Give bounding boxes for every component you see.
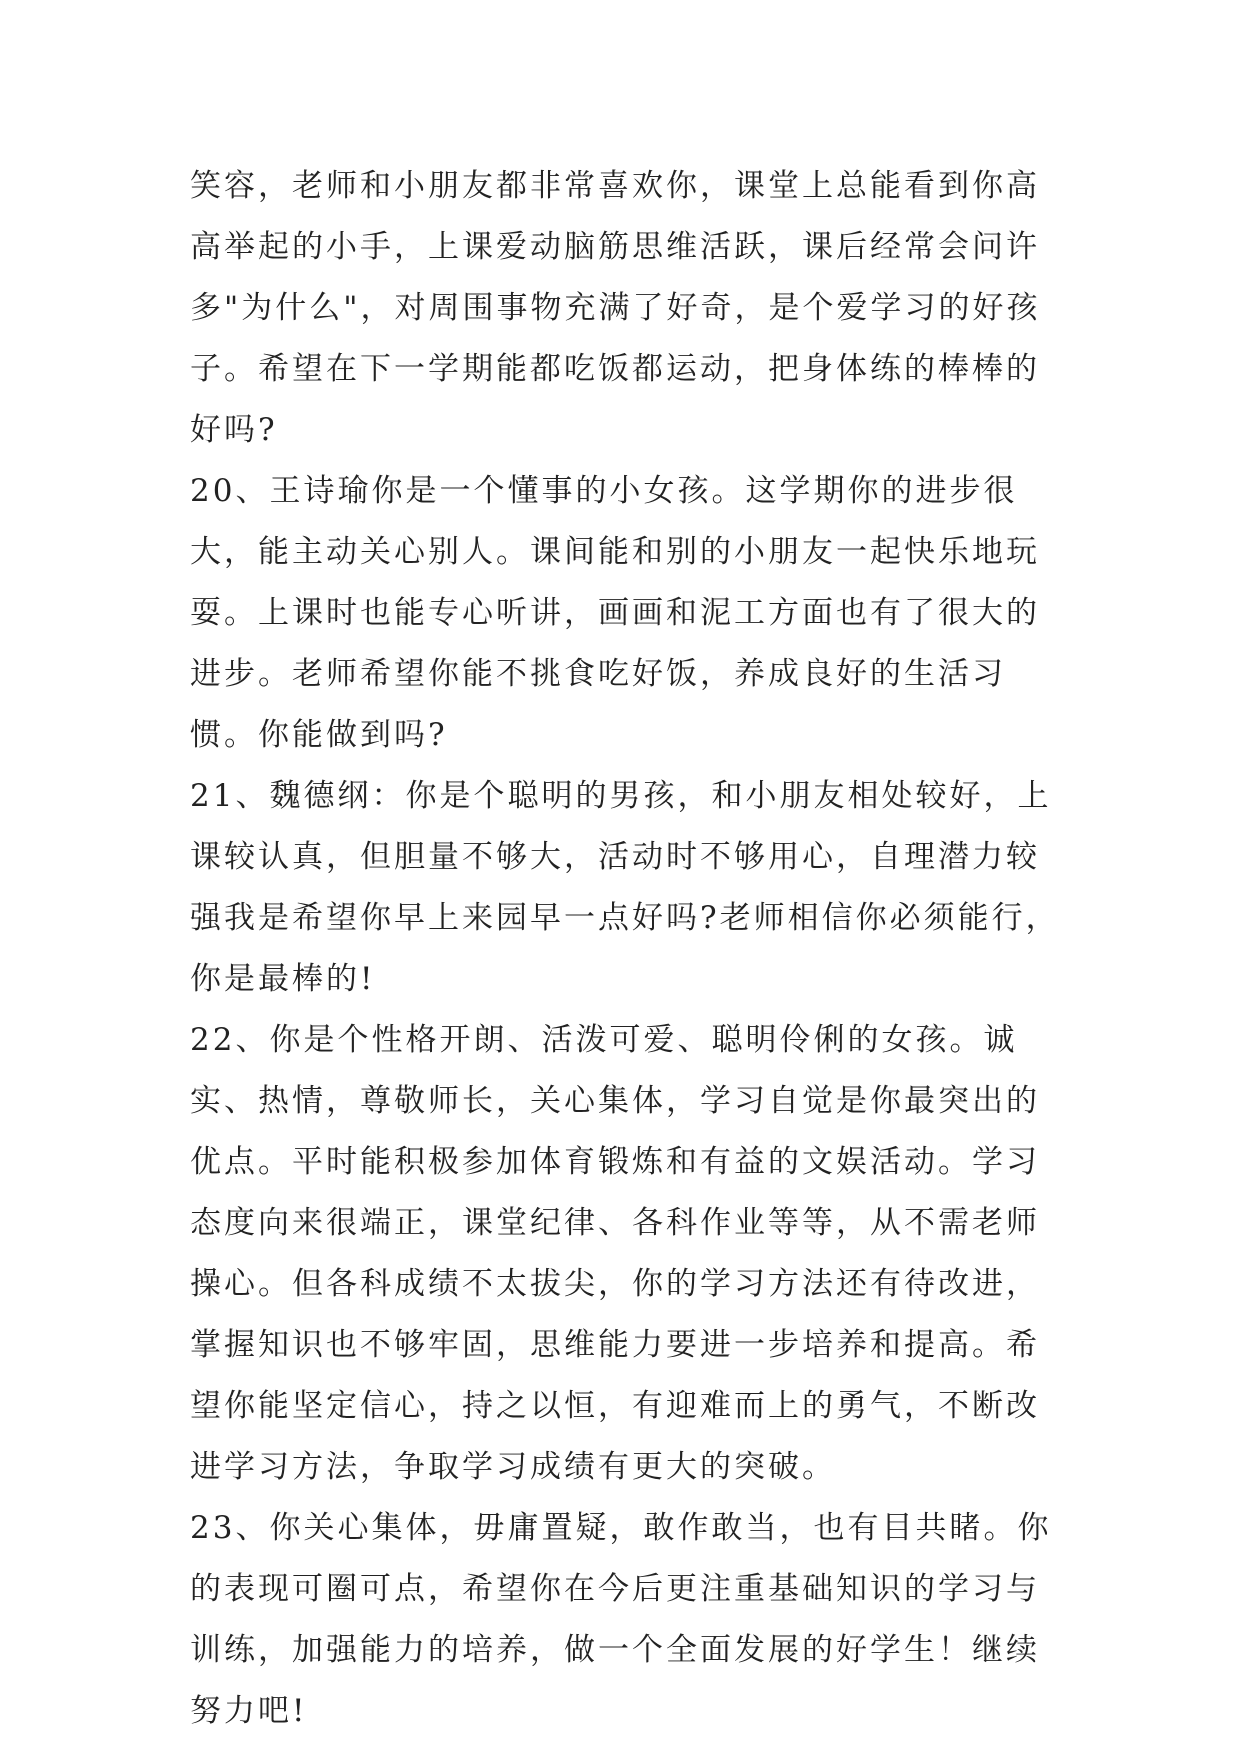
paragraph-item-23: 23、你关心集体，毋庸置疑，敢作敢当，也有目共睹。你的表现可圈可点，希望你在今后更注重基础知识的学习与训练，加强能力的培养，做一个全面发展的好学生！继续努力吧! bbox=[190, 1510, 1052, 1729]
paragraph-item-20: 20、王诗瑜你是一个懂事的小女孩。这学期你的进步很大，能主动关心别人。课间能和别的小朋友一起快乐地玩耍。上课时也能专心听讲，画画和泥工方面也有了很大的进步。老师希望你能不挑食吃好饭，养成良好的生活习惯。你能做到吗? bbox=[190, 473, 1040, 753]
paragraph-continuation: 笑容，老师和小朋友都非常喜欢你，课堂上总能看到你高高举起的小手，上课爱动脑筋思维活跃，课后经常会问许多"为什么"，对周围事物充满了好奇，是个爱学习的好孩子。希望在下一学期能都吃饭都运动，把身体练的棒棒的好吗? bbox=[190, 168, 1041, 448]
paragraph-item-22: 22、你是个性格开朗、活泼可爱、聪明伶俐的女孩。诚实、热情，尊敬师长，关心集体，学习自觉是你最突出的优点。平时能积极参加体育锻炼和有益的文娱活动。学习态度向来很端正，课堂纪律、各科作业等等，从不需老师操心。但各科成绩不太拔尖，你的学习方法还有待改进，掌握知识也不够牢固，思维能力要进一步培养和提高。希望你能坚定信心，持之以恒，有迎难而上的勇气，不断改进学习方法，争取学习成绩有更大的突破。 bbox=[190, 1022, 1040, 1485]
paragraph-item-21: 21、魏德纲：你是个聪明的男孩，和小朋友相处较好，上课较认真，但胆量不够大，活动时不够用心，自理潜力较强我是希望你早上来园早一点好吗?老师相信你必须能行，你是最棒的! bbox=[190, 778, 1060, 997]
document-body bbox=[190, 156, 1070, 1742]
